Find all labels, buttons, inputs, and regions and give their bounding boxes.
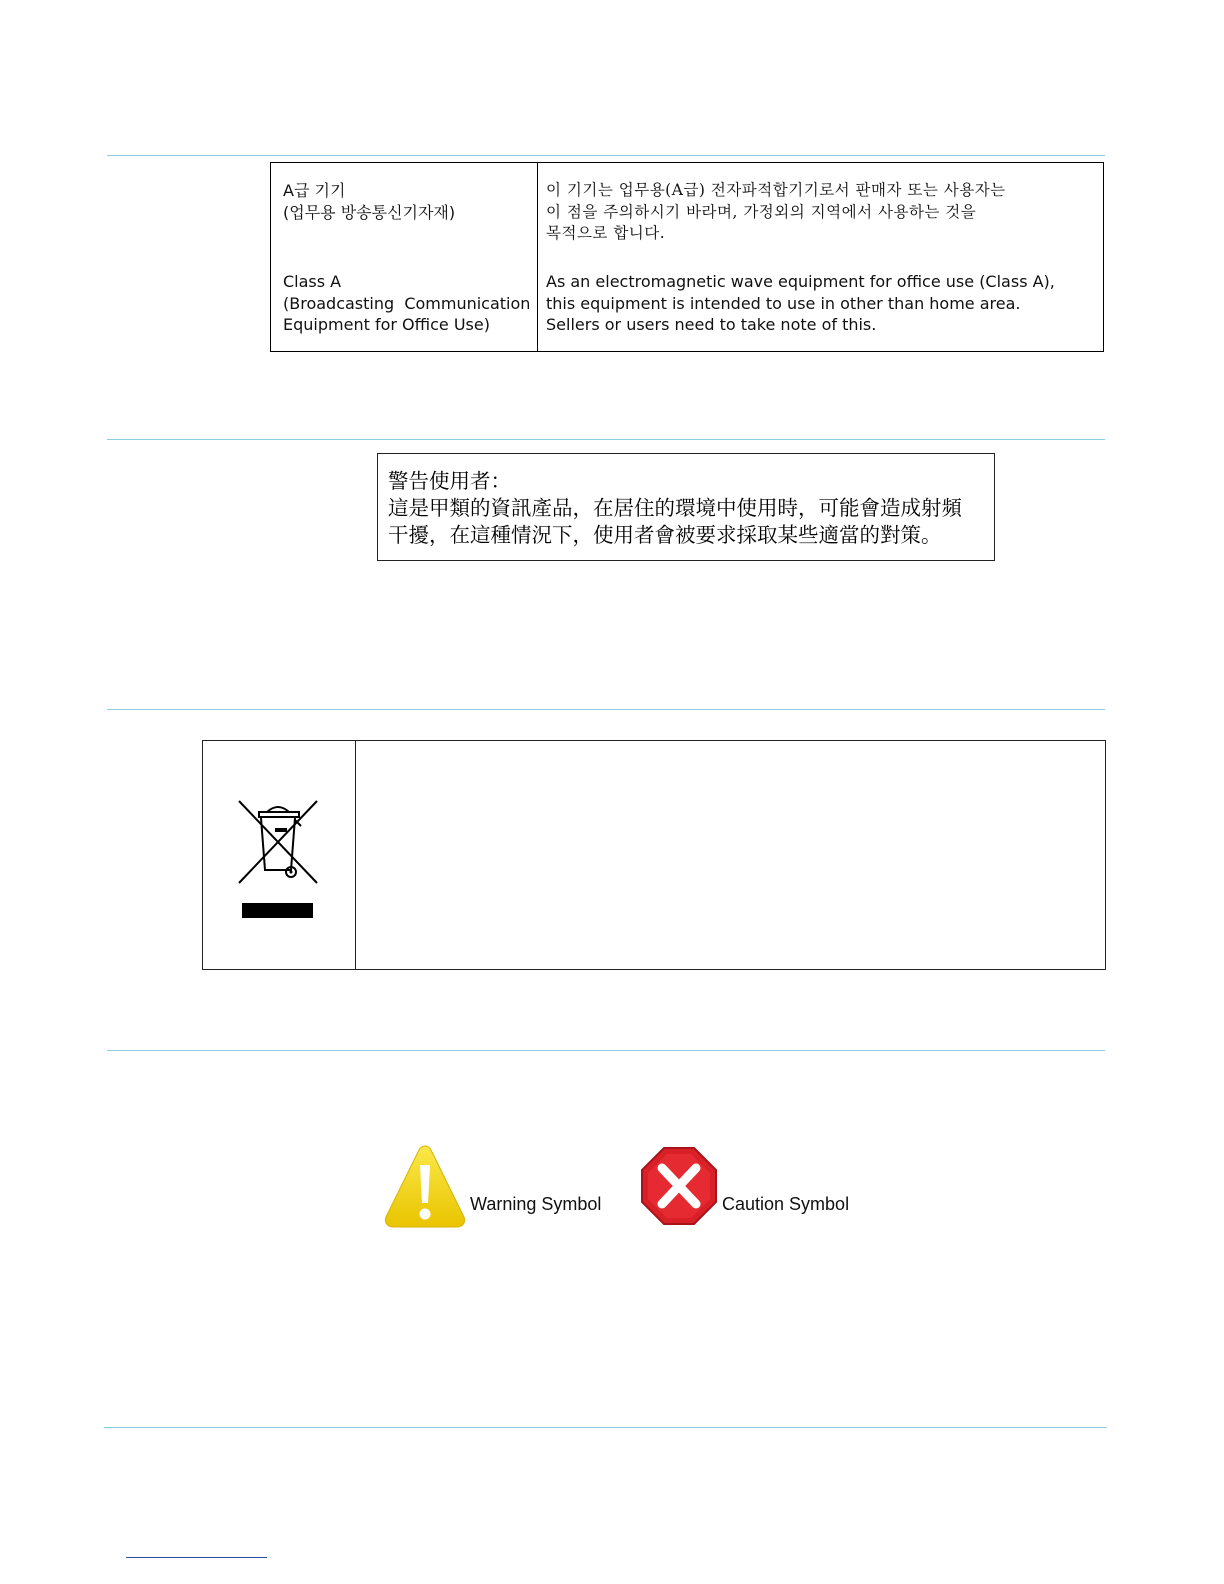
weee-notice-box [202,740,1106,970]
class-a-label-english: Class A (Broadcasting Communication Equipment for Office Use) [283,272,531,334]
warning-symbol-label: Warning Symbol [470,1194,602,1214]
warning-text-line: 這是甲類的資訊產品，在居住的環境中使用時，可能會造成射頻 [388,496,962,520]
warning-heading: 警告使用者： [388,469,511,493]
table-column-divider [537,163,538,351]
caution-symbol-label: Caution Symbol [722,1194,850,1214]
section-divider [107,1050,1105,1051]
caution-stop-icon [640,1146,718,1226]
section-divider [107,439,1105,440]
class-a-statement-korean: 이 기기는 업무용(A급) 전자파적합기기로서 판매자 또는 사용자는 이 점을 주의하시기 바라며, 가정외의 지역에서 사용하는 것을 목적으로 합니다. [546,181,1006,242]
class-a-label-korean: A급 기기 (업무용 방송통신기자재) [283,181,456,222]
crossed-out-wheelie-bin-icon [233,796,323,921]
class-a-statement-english: As an electromagnetic wave equipment for office use (Class A), this equipment is intended to use in other than home area. Sellers or users need to take note of this. [546,272,1055,334]
warning-text-line: 干擾，在這種情況下，使用者會被要求採取某些適當的對策。 [388,523,942,547]
footer-underline [126,1557,267,1558]
section-divider [104,1427,1107,1428]
warning-triangle-icon [383,1143,467,1229]
section-divider [107,709,1105,710]
section-divider [107,155,1105,156]
table-column-divider [355,741,356,969]
taiwan-class-a-warning-box [377,453,995,561]
korean-class-a-notice-table [270,162,1104,352]
